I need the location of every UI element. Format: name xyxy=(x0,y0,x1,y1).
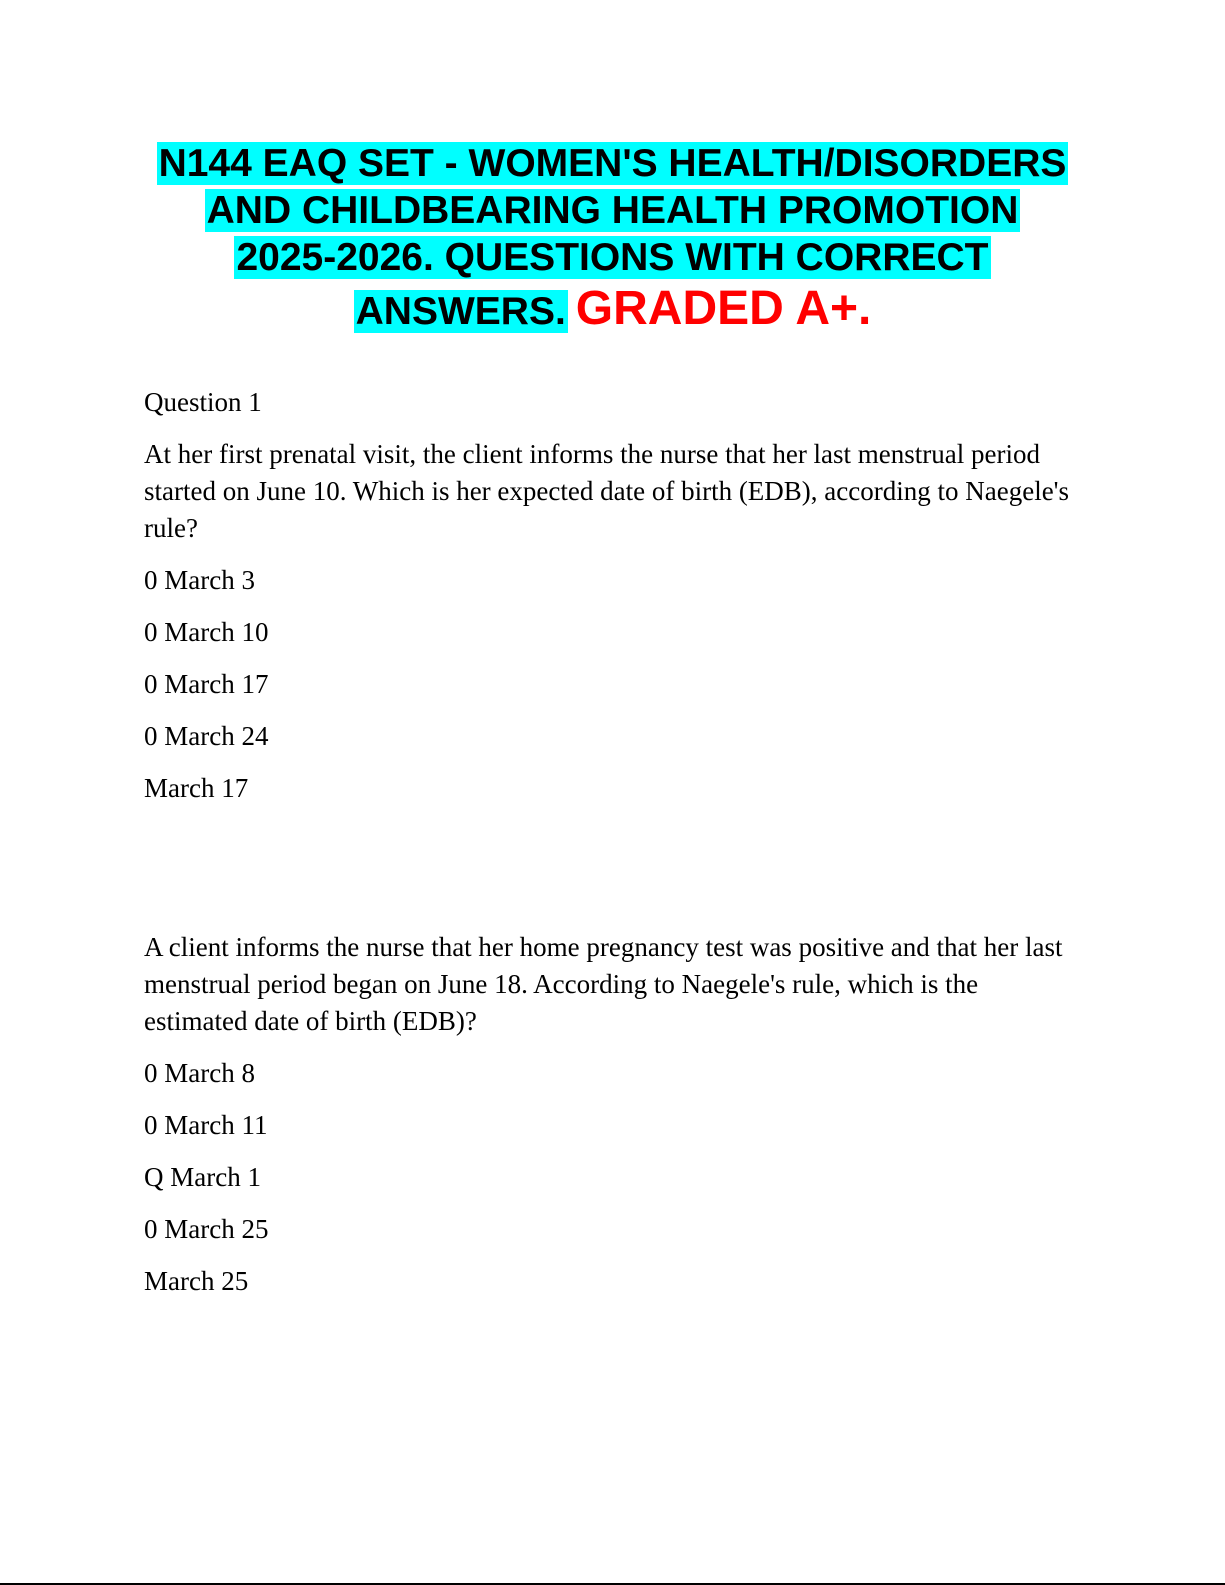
title-line-2: AND CHILDBEARING HEALTH PROMOTION xyxy=(206,189,1019,232)
title-line-4: ANSWERS. GRADED A+. xyxy=(355,282,872,335)
title-line-1: N144 EAQ SET - WOMEN'S HEALTH/DISORDERS xyxy=(158,142,1067,185)
question-text: At her first prenatal visit, the client informs the nurse that her last menstrual period started on June 10. Which is her expected date of birth (EDB), according to Naegele's rule? xyxy=(144,439,1070,543)
grade-label: GRADED A+. xyxy=(575,282,872,335)
option-a: 0 March 3 xyxy=(144,565,255,595)
correct-answer: March 17 xyxy=(144,773,249,803)
question-1 xyxy=(144,384,1084,814)
options-list xyxy=(144,554,1084,814)
option-b: 0 March 10 xyxy=(144,617,269,647)
correct-answer: March 25 xyxy=(144,1266,249,1296)
option-b: 0 March 11 xyxy=(144,1110,268,1140)
option-a: 0 March 8 xyxy=(144,1058,255,1088)
option-d: 0 March 25 xyxy=(144,1214,269,1244)
options-list xyxy=(144,1047,1084,1307)
document-title xyxy=(0,140,1225,340)
question-text: A client informs the nurse that her home pregnancy test was positive and that her last menstrual period began on June 18. According to Naegele's rule, which is the estimated date of birth (EDB)? xyxy=(144,932,1063,1036)
title-line-3: 2025-2026. QUESTIONS WITH CORRECT xyxy=(236,236,989,279)
option-c: 0 March 17 xyxy=(144,669,269,699)
question-label: Question 1 xyxy=(144,387,262,417)
option-c: Q March 1 xyxy=(144,1162,261,1192)
option-d: 0 March 24 xyxy=(144,721,269,751)
question-2 xyxy=(144,929,1084,1307)
